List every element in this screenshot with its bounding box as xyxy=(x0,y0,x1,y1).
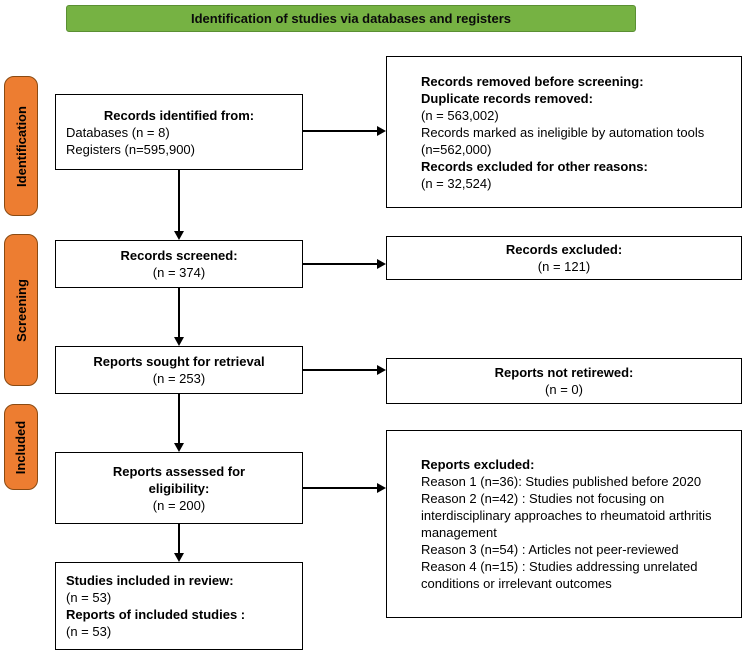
arrow-assessed-to-included xyxy=(178,524,180,553)
side-label-included-text: Included xyxy=(13,420,29,474)
arrow-screened-to-sought xyxy=(178,288,180,337)
box-reports-not-retrieved xyxy=(386,358,742,404)
box-reports-excluded xyxy=(386,430,742,618)
reports-included-heading: Reports of included studies : xyxy=(66,607,246,622)
arrow-assessed-to-reports-excluded xyxy=(303,487,377,489)
reports-sought-heading: Reports sought for retrieval xyxy=(93,354,265,369)
records-identified-databases: Databases (n = 8) xyxy=(66,124,170,140)
records-excluded-count: (n = 121) xyxy=(537,259,591,274)
reports-included-count: (n = 53) xyxy=(66,624,112,639)
box-studies-included xyxy=(55,562,303,650)
studies-included-heading: Studies included in review: xyxy=(66,573,234,588)
side-label-included xyxy=(4,404,38,490)
box-reports-sought xyxy=(55,346,303,394)
side-label-identification xyxy=(4,76,38,216)
side-label-identification-text: Identification xyxy=(13,105,29,187)
records-identified-registers: Registers (n=595,900) xyxy=(66,141,195,157)
other-reasons-heading: Records excluded for other reasons: xyxy=(421,158,648,174)
box-records-excluded xyxy=(386,236,742,280)
reports-excluded-reason-4: Reason 4 (n=15) : Studies addressing unrelated conditions or irrelevant outcomes xyxy=(421,559,698,591)
box-records-screened xyxy=(55,240,303,288)
banner xyxy=(66,5,636,32)
records-identified-heading: Records identified from: xyxy=(103,107,255,123)
arrow-sought-to-assessed xyxy=(178,394,180,443)
box-reports-assessed xyxy=(55,452,303,524)
records-screened-heading: Records screened: xyxy=(120,248,238,263)
records-excluded-heading: Records excluded: xyxy=(505,242,623,257)
reports-not-retrieved-count: (n = 0) xyxy=(545,382,583,397)
reports-excluded-reason-1: Reason 1 (n=36): Studies published before 2020 xyxy=(421,474,702,489)
reports-assessed-heading: Reports assessed for eligibility: xyxy=(112,463,246,496)
reports-sought-count: (n = 253) xyxy=(152,371,206,386)
reports-not-retrieved-heading: Reports not retirewed: xyxy=(494,365,634,380)
side-label-screening-text: Screening xyxy=(13,278,29,342)
duplicate-records-heading: Duplicate records removed: xyxy=(421,90,593,106)
reports-excluded-reason-3: Reason 3 (n=54) : Articles not peer-reviewed xyxy=(421,542,679,557)
records-screened-count: (n = 374) xyxy=(152,265,206,280)
reports-excluded-heading: Reports excluded: xyxy=(421,457,535,472)
arrow-identified-to-screened xyxy=(178,170,180,231)
studies-included-count: (n = 53) xyxy=(66,590,112,605)
reports-excluded-reason-2: Reason 2 (n=42) : Studies not focusing on interdisciplinary approaches to rheumatoid arthritis management xyxy=(421,491,712,540)
arrow-sought-to-not-retrieved xyxy=(303,369,377,371)
side-label-screening xyxy=(4,234,38,386)
banner-label: Identification of studies via databases and registers xyxy=(190,11,512,26)
box-records-removed xyxy=(386,56,742,208)
box-records-identified xyxy=(55,94,303,170)
other-reasons-count: (n = 32,524) xyxy=(421,175,492,191)
records-removed-heading: Records removed before screening: xyxy=(421,73,644,89)
reports-assessed-count: (n = 200) xyxy=(152,497,206,513)
duplicate-records-count: (n = 563,002) xyxy=(421,107,499,123)
automation-ineligible-text: Records marked as ineligible by automation tools (n=562,000) xyxy=(421,124,705,157)
arrow-screened-to-excluded xyxy=(303,263,377,265)
arrow-identified-to-removed xyxy=(303,130,377,132)
